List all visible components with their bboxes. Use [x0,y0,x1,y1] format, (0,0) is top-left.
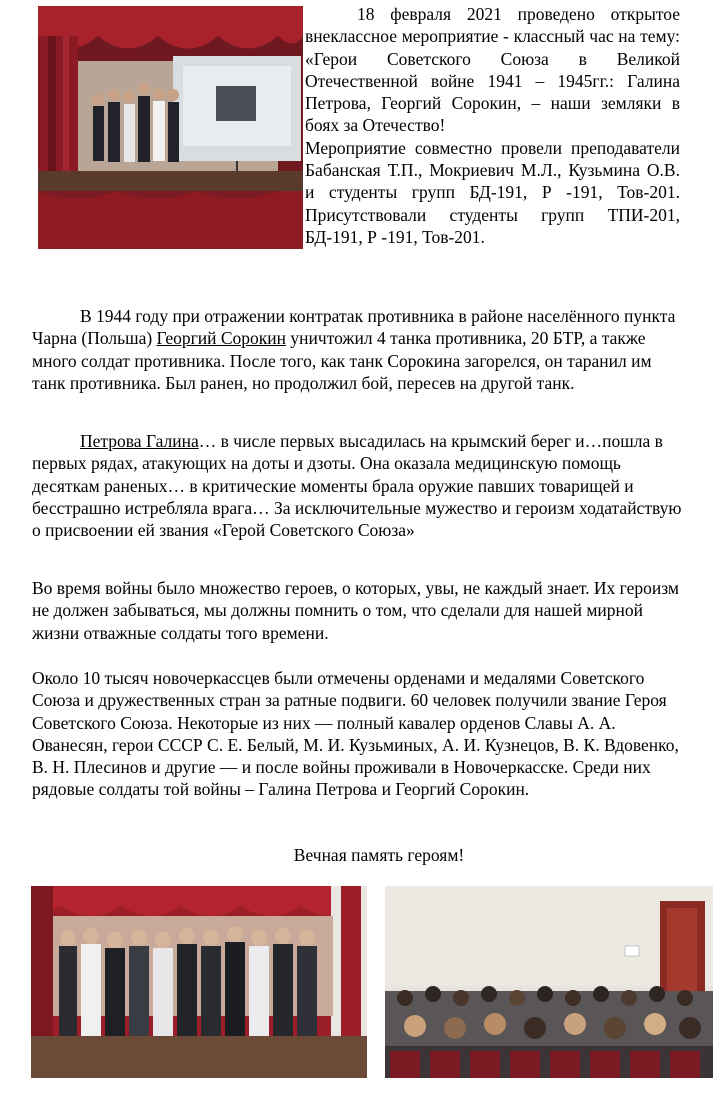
intro-text-block [305,3,680,248]
p2-text-after: … в числе первых высадилась на крымский берег и…пошла в первых рядах, атакующих на доты и дзоты. Она оказала медицинскую помощь десяткам раненых… в критические моменты брала оружие павших товарищей и бесстрашно истребляла врага… За исключительные мужество и героизм ходатайствую о присвоении ей звания «Герой Советского Союза» [32,431,682,541]
link-petrova-galina[interactable]: Петрова Галина [80,431,199,451]
p1-text-before: В 1944 году при отражении контратак противника в районе населённого пункта Чарна (Польша) [32,306,676,349]
audience-photo-image [385,886,713,1078]
stage-photo-image [38,6,303,249]
intro-paragraph-organizers: Мероприятие совместно провели преподаватели Бабанская Т.П., Мокриевич М.Л., Кузьмина О.В. и студенты групп БД-191, Р -191, Тов-201. Присутствовали студенты групп ТПИ-201, БД-191, Р -191, Тов-201. [305,137,680,247]
paragraph-petrova [32,430,682,541]
paragraph-sorokin [32,305,682,394]
paragraph-heroes-memory: Во время войны было множество героев, о которых, увы, не каждый знает. Их героизм не должен забываться, мы должны помнить о том, что сделали для нашей мирной жизни отважные солдаты того времени. [32,578,679,643]
audience-photo [385,886,713,1078]
students-group-photo [31,886,367,1078]
paragraph-novocherkassk-heroes: Около 10 тысяч новочеркассцев были отмечены орденами и медалями Советского Союза и дружественных стран за ратные подвиги. 60 человек получили звание Героя Советского Союза. Некоторые из них — полный кавалер орденов Славы А. А. Ованесян, герои СССР С. Е. Белый, М. И. Кузьминых, А. И. Кузнецов, В. К. Вдовенко, В. Н. Плесинов и другие — и после войны проживали в Новочеркасске. Среди них рядовые солдаты той войны – Галина Петрова и Георгий Сорокин. [32,668,679,800]
group-photo-image [31,886,367,1078]
memory-line: Вечная память героям! [293,845,465,865]
p1-text-after: уничтожил 4 танка противника, 20 БТР, а также много солдат противника. После того, как танк Сорокина загорелся, он таранил им танк противника. Был ранен, но продолжил бой, пересев на другой танк. [32,328,652,393]
link-georgiy-sorokin[interactable]: Георгий Сорокин [156,328,287,349]
intro-paragraph-event: 18 февраля 2021 проведено открытое внеклассное мероприятие - классный час на тему: «Герои Советского Союза в Великой Отечественной войне 1941 – 1945гг.: Галина Петрова, Георгий Сорокин, – наши земляки в боях за Отечество! [305,4,680,136]
event-photo-stage [38,6,303,249]
